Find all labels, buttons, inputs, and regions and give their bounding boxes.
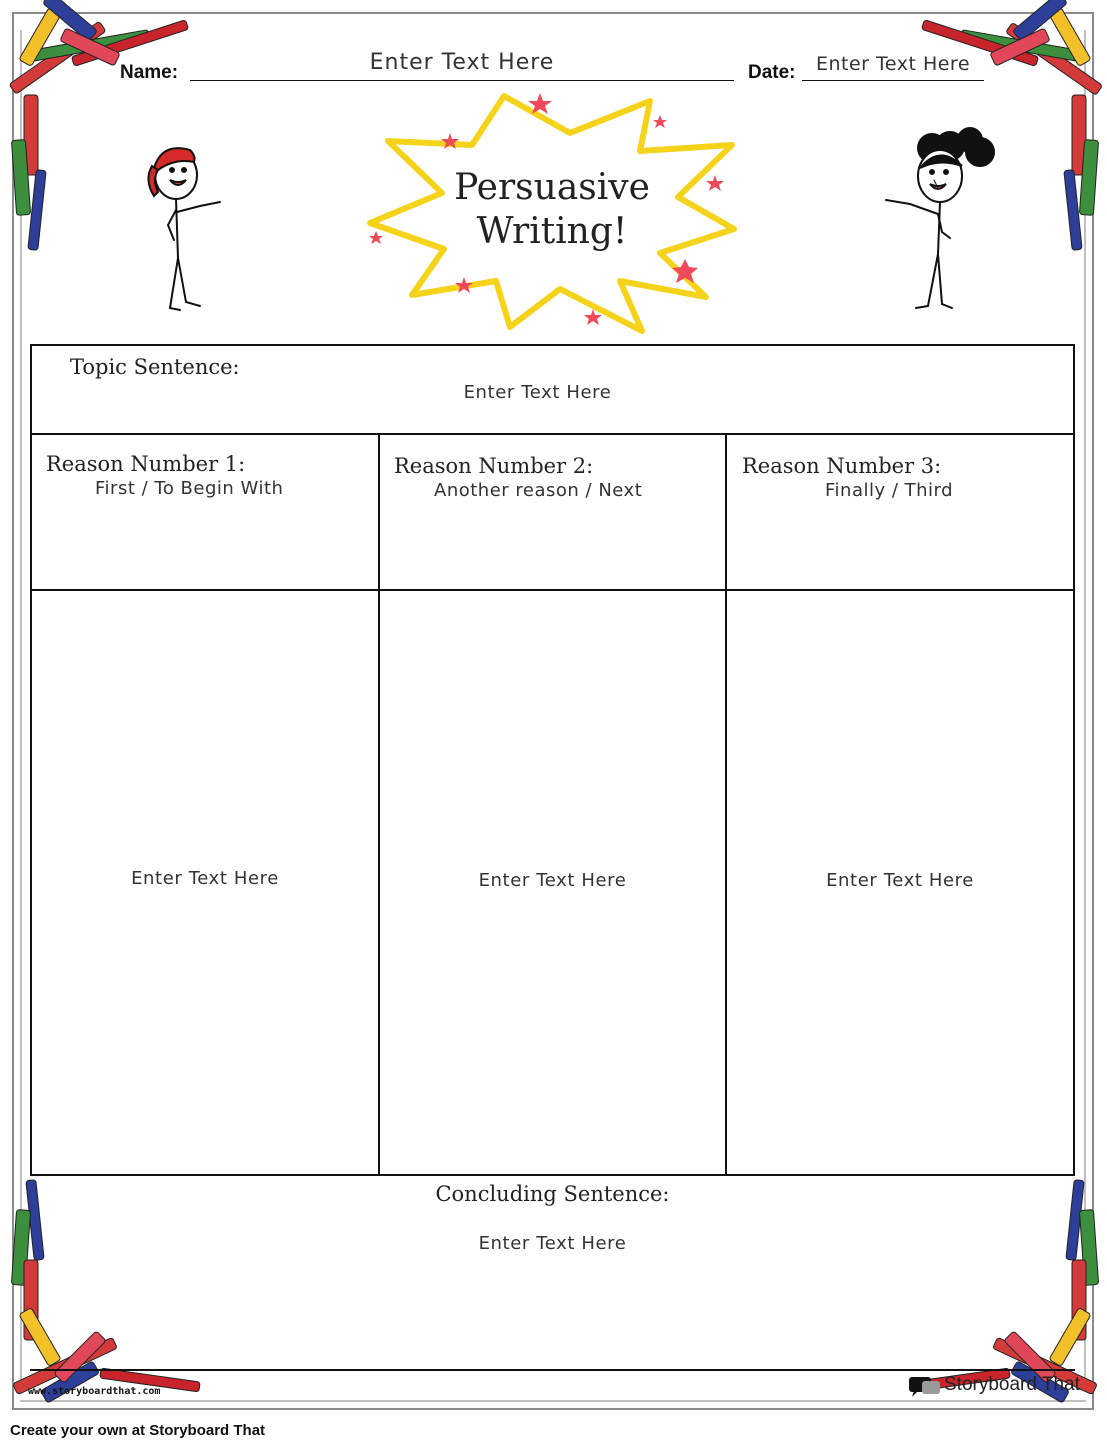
girl-stick-figure-icon — [880, 128, 1000, 318]
title-line-2: Writing! — [476, 211, 628, 252]
reason-1-label: Reason Number 1: — [46, 452, 246, 476]
name-field[interactable]: Enter Text Here — [369, 50, 555, 75]
date-field[interactable]: Enter Text Here — [815, 53, 971, 75]
footer-url: www.storyboardthat.com — [28, 1386, 161, 1397]
reason-1-field[interactable]: Enter Text Here — [131, 868, 279, 889]
reason-3-label: Reason Number 3: — [742, 454, 942, 478]
reason-2-field[interactable]: Enter Text Here — [478, 870, 627, 891]
topic-sentence-field[interactable]: Enter Text Here — [463, 382, 612, 403]
reason-3-hint: Finally / Third — [825, 480, 954, 501]
name-label: Name: — [120, 62, 179, 83]
date-underline — [802, 80, 984, 81]
page-title — [422, 166, 682, 254]
reason-2-label: Reason Number 2: — [394, 454, 594, 478]
create-your-own-link[interactable]: Create your own at Storyboard That — [10, 1422, 266, 1439]
name-underline — [190, 80, 734, 81]
concluding-sentence-field[interactable]: Enter Text Here — [478, 1233, 627, 1254]
brand-logo-text: Storyboard That — [944, 1374, 1080, 1395]
concluding-sentence-label: Concluding Sentence: — [435, 1182, 670, 1206]
boy-stick-figure-icon — [140, 140, 230, 315]
speech-bubble-icon — [908, 1376, 942, 1398]
reason-1-hint: First / To Begin With — [95, 478, 284, 499]
topic-sentence-label: Topic Sentence: — [70, 355, 240, 379]
date-label: Date: — [748, 62, 796, 83]
title-line-1: Persuasive — [454, 167, 650, 208]
reason-2-hint: Another reason / Next — [434, 480, 643, 501]
reason-3-field[interactable]: Enter Text Here — [826, 870, 974, 891]
